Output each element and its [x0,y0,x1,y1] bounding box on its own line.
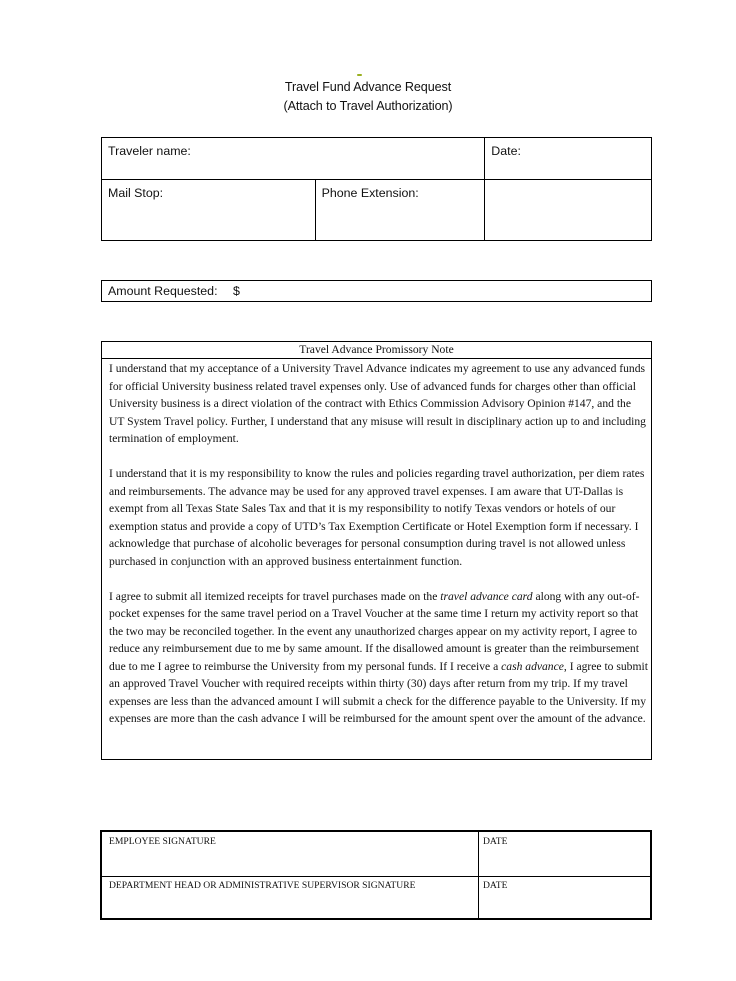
employee-signature-field[interactable] [109,836,216,847]
note-p3-text-1: I agree to submit all itemized receipts for travel purchases made on the [109,589,441,603]
note-paragraph-1: I understand that my acceptance of a University Travel Advance indicates my agreement to use any advanced funds for official University business related travel expenses only. Use of advanced funds for charges other than official University business is a direct violation of the contract with Ethics Commission Advisory Opinion #147, and the UT System Travel policy. Further, I understand that any misuse will result in disciplinary action up to and including termination of employment. [109,362,646,445]
supervisor-date-label: DATE [483,880,508,891]
date-label: Date: [491,144,521,158]
promissory-note-box [101,341,652,760]
form-subtitle: (Attach to Travel Authorization) [283,99,453,113]
amount-requested-label: Amount Requested: [108,284,218,298]
form-title: Travel Fund Advance Request [284,80,452,94]
signature-divider-vertical [478,832,479,918]
signature-table [100,830,652,920]
supervisor-signature-label: DEPARTMENT HEAD OR ADMINISTRATIVE SUPERVISOR SIGNATURE [109,880,416,891]
note-p3-text-3: , I agree to submit an approved Travel Voucher with required receipts within thirty (30) days after return from my trip. If my travel expenses are less than the advanced amount I will submit a check for the difference payable to the University. If my expenses are more than the cash advance I will be reimbursed for the amount spent over the amount of the advance. [109,659,648,725]
note-paragraph-3 [109,588,649,728]
promissory-note-title: Travel Advance Promissory Note [102,342,651,359]
currency-symbol: $ [233,284,240,298]
supervisor-date-field[interactable] [483,880,508,891]
decorative-mark [357,74,362,76]
traveler-name-field[interactable] [102,138,485,180]
traveler-name-label: Traveler name: [108,144,191,158]
note-paragraph-2: I understand that it is my responsibility to know the rules and policies regarding travel authorization, per diem rates and reimbursements. The advance may be used for any approved travel expenses. I am aware that UT-Dallas is exempt from all Texas State Sales Tax and that it is my responsibility to notify Texas vendors or hotels of our exemption status and provide a copy of UTD’s Tax Exemption Certificate or Hotel Exemption form if necessary. I acknowledge that purchase of alcoholic beverages for personal consumption during travel is not allowed unless purchased in conjunction with an approved business entertainment function. [109,467,645,568]
mail-stop-label: Mail Stop: [108,186,164,200]
signature-divider-horizontal [102,876,650,877]
employee-date-field[interactable] [483,836,508,847]
employee-signature-label: EMPLOYEE SIGNATURE [109,836,216,847]
phone-extension-label: Phone Extension: [321,186,419,200]
supervisor-signature-field[interactable] [109,880,415,891]
traveler-info-table [101,137,652,241]
note-p3-emphasis-2: cash advance [501,659,564,673]
date-field[interactable] [485,138,652,180]
promissory-note-body [109,360,649,728]
employee-date-label: DATE [483,836,508,847]
note-p3-emphasis-1: travel advance card [440,589,533,603]
amount-requested-field[interactable] [101,280,652,302]
note-p3-text-2: along with any out-of-pocket expenses for the same travel period on a Travel Voucher at the same time I return my activity report so that the two may be reconciled together. In the event any unauthorized charges appear on my activity report, I agree to reduce any reimbursement due to me by same amount. If the disallowed amount is greater than the reimbursement due to me I agree to reimburse the University from my personal funds. If I receive a [109,589,640,673]
mail-stop-field[interactable] [102,180,316,241]
blank-cell[interactable] [485,180,652,241]
phone-extension-field[interactable] [315,180,485,241]
